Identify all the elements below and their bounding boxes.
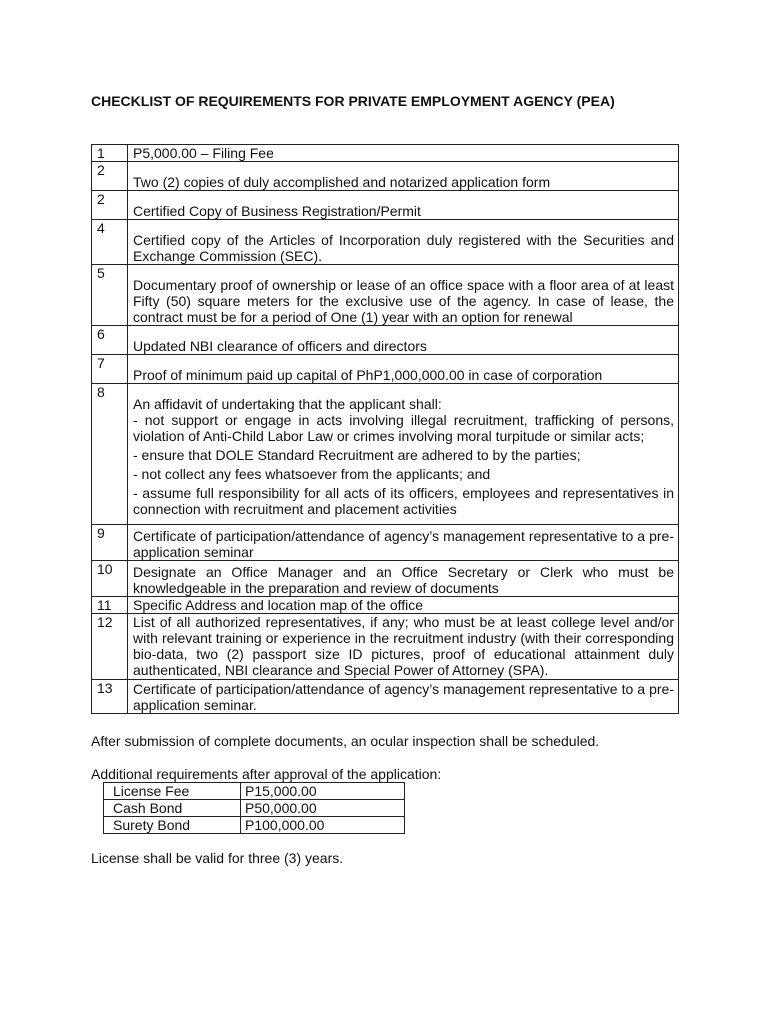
table-row bbox=[92, 384, 679, 525]
table-row bbox=[92, 614, 679, 680]
requirement-line: Certificate of participation/attendance of agency’s management representative to a pre-application seminar bbox=[133, 528, 674, 560]
fee-name: Cash Bond bbox=[104, 800, 241, 817]
requirement-number: 2 bbox=[92, 162, 128, 191]
requirement-line: - not collect any fees whatsoever from the applicants; and bbox=[133, 466, 491, 482]
requirement-text bbox=[128, 525, 679, 561]
requirement-number: 2 bbox=[92, 191, 128, 220]
fee-name: Surety Bond bbox=[104, 817, 241, 834]
table-row bbox=[92, 561, 679, 597]
table-row bbox=[92, 162, 679, 191]
table-row bbox=[92, 265, 679, 326]
table-row bbox=[92, 525, 679, 561]
requirement-line: - assume full responsibility for all acts of its officers, employees and representatives in connection with recruitment and placement activities bbox=[133, 485, 674, 517]
requirement-number: 11 bbox=[92, 597, 128, 614]
requirement-number: 12 bbox=[92, 614, 128, 680]
requirement-line: Certificate of participation/attendance of agency’s management representative to a pre-application seminar. bbox=[133, 681, 674, 713]
requirement-line: - ensure that DOLE Standard Recruitment are adhered to by the parties; bbox=[133, 447, 581, 463]
table-row bbox=[92, 191, 679, 220]
page-title: CHECKLIST OF REQUIREMENTS FOR PRIVATE EMPLOYMENT AGENCY (PEA) bbox=[91, 93, 615, 109]
fee-amount: P15,000.00 bbox=[241, 783, 405, 800]
requirement-number: 6 bbox=[92, 326, 128, 355]
requirement-text bbox=[128, 145, 679, 162]
additional-requirements-heading: Additional requirements after approval of the application: bbox=[91, 766, 442, 782]
table-row bbox=[92, 220, 679, 265]
inspection-note: After submission of complete documents, an ocular inspection shall be scheduled. bbox=[91, 733, 600, 749]
table-row bbox=[92, 597, 679, 614]
requirement-number: 4 bbox=[92, 220, 128, 265]
requirement-text bbox=[128, 162, 679, 191]
table-row bbox=[104, 783, 405, 800]
fee-name: License Fee bbox=[104, 783, 241, 800]
requirement-text bbox=[128, 597, 679, 614]
requirement-line: Certified Copy of Business Registration/Permit bbox=[133, 203, 421, 219]
requirements-table bbox=[91, 144, 679, 714]
requirement-text bbox=[128, 355, 679, 384]
requirement-text bbox=[128, 265, 679, 326]
requirement-number: 10 bbox=[92, 561, 128, 597]
table-row bbox=[92, 680, 679, 714]
requirement-number: 13 bbox=[92, 680, 128, 714]
requirement-line: Designate an Office Manager and an Office Secretary or Clerk who must be knowledgeable in the preparation and review of documents bbox=[133, 564, 674, 596]
requirement-text bbox=[128, 191, 679, 220]
requirement-text bbox=[128, 326, 679, 355]
fee-amount: P50,000.00 bbox=[241, 800, 405, 817]
requirement-line: P5,000.00 – Filing Fee bbox=[133, 145, 274, 161]
table-row bbox=[92, 326, 679, 355]
requirement-text bbox=[128, 384, 679, 525]
requirement-text bbox=[128, 614, 679, 680]
requirement-number: 5 bbox=[92, 265, 128, 326]
requirement-number: 9 bbox=[92, 525, 128, 561]
requirement-line: Two (2) copies of duly accomplished and notarized application form bbox=[133, 174, 551, 190]
requirement-number: 7 bbox=[92, 355, 128, 384]
table-row bbox=[104, 817, 405, 834]
fees-table bbox=[103, 782, 405, 834]
requirement-text bbox=[128, 220, 679, 265]
requirement-line: List of all authorized representatives, if any; who must be at least college level and/or with relevant training or experience in the recruitment industry (with their corresponding bio-data, two (2) passport size ID pictures, proof of educational attainment duly authenticated, NBI clearance and Special Power of Attorney (SPA). bbox=[133, 614, 674, 678]
requirement-line: Documentary proof of ownership or lease of an office space with a floor area of at least Fifty (50) square meters for the exclusive use of the agency. In case of lease, the contract must be for a period of One (1) year with an option for renewal bbox=[133, 277, 674, 325]
requirement-line: - not support or engage in acts involving illegal recruitment, trafficking of persons, violation of Anti-Child Labor Law or crimes involving moral turpitude or similar acts; bbox=[133, 412, 674, 444]
table-row bbox=[104, 800, 405, 817]
requirement-line: An affidavit of undertaking that the applicant shall: bbox=[133, 396, 442, 412]
fee-amount: P100,000.00 bbox=[241, 817, 405, 834]
requirement-number: 8 bbox=[92, 384, 128, 525]
table-row bbox=[92, 355, 679, 384]
requirement-text bbox=[128, 680, 679, 714]
requirement-line: Proof of minimum paid up capital of PhP1,000,000.00 in case of corporation bbox=[133, 367, 603, 383]
requirement-number: 1 bbox=[92, 145, 128, 162]
requirement-line: Updated NBI clearance of officers and directors bbox=[133, 338, 427, 354]
requirement-line: Specific Address and location map of the office bbox=[133, 597, 424, 613]
license-validity-note: License shall be valid for three (3) years. bbox=[91, 850, 344, 866]
table-row bbox=[92, 145, 679, 162]
requirement-line: Certified copy of the Articles of Incorporation duly registered with the Securities and Exchange Commission (SEC). bbox=[133, 232, 674, 264]
requirement-text bbox=[128, 561, 679, 597]
